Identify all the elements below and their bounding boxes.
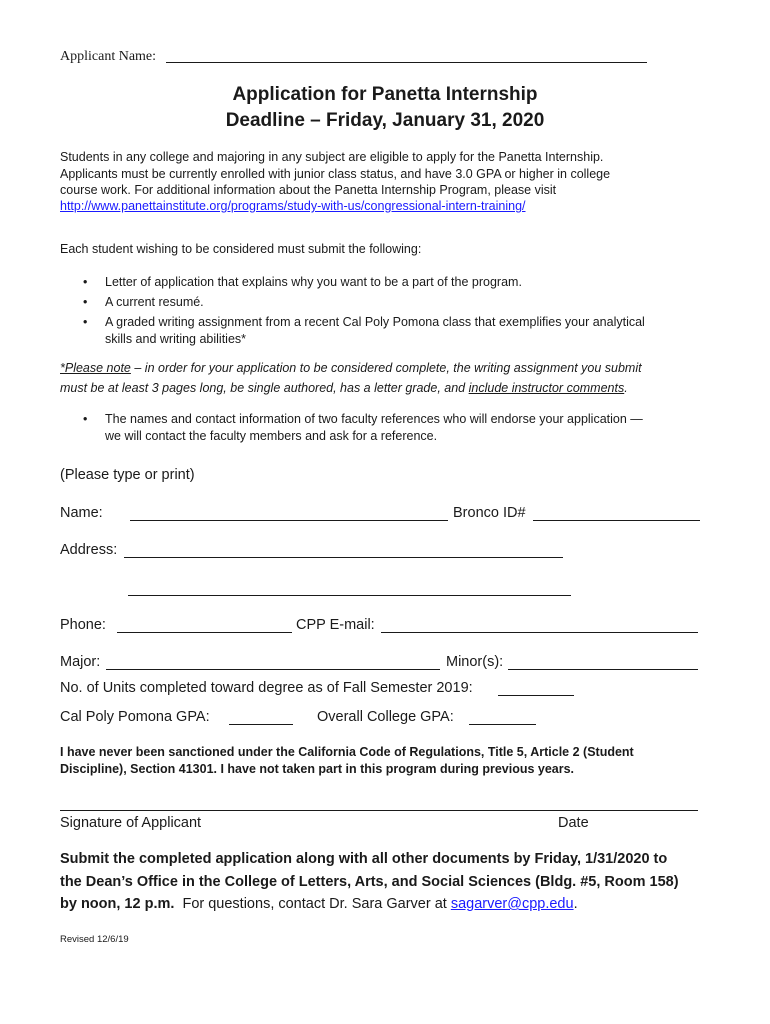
panetta-institute-link[interactable]: http://www.panettainstitute.org/programs/study-with-us/congressional-intern-training/ [60,199,526,213]
signature-field[interactable] [60,810,698,811]
address-field-line-2[interactable] [128,595,571,596]
name-field[interactable] [130,520,448,521]
list-item: • A current resumé. [60,292,645,312]
intro-line-2: Applicants must be currently enrolled with junior class status, and have 3.0 GPA or higher in college [60,167,611,181]
phone-field[interactable] [117,632,292,633]
submission-line-1: Submit the completed application along with all other documents by Friday, 1/31/2020 to [60,851,668,867]
list-item: • Letter of application that explains why you want to be a part of the program. [60,272,645,292]
intro-line-1: Students in any college and majoring in any subject are eligible to apply for the Panetta Internship. [60,150,604,164]
name-label: Name: [60,505,103,521]
references-list [60,409,643,429]
note-emphasis: include instructor comments [468,381,625,395]
cpp-gpa-field[interactable] [229,724,293,725]
bronco-id-label: Bronco ID# [453,505,526,521]
major-field[interactable] [106,669,440,670]
submission-line-3: by noon, 12 p.m. For questions, contact Dr. Sara Garver at sagarver@cpp.edu. [60,896,578,912]
contact-email-link[interactable]: sagarver@cpp.edu [450,896,574,912]
units-label: No. of Units completed toward degree as of Fall Semester 2019: [60,680,473,696]
applicant-name-label: Applicant Name: [60,49,157,64]
cpp-email-field[interactable] [381,632,698,633]
bronco-id-field[interactable] [533,520,700,521]
page-title: Application for Panetta Internship [232,84,538,105]
certification-line-2: Discipline), Section 41301. I have not taken part in this program during previous years. [60,762,575,776]
form-instruction: (Please type or print) [60,467,195,483]
requirements-lead: Each student wishing to be considered must submit the following: [60,242,422,256]
requirements-list [60,272,645,332]
signature-label: Signature of Applicant [60,815,202,831]
applicant-name-field[interactable] [166,62,647,63]
intro-line-3: course work. For additional information about the Panetta Internship Program, please visit [60,183,557,197]
overall-gpa-label: Overall College GPA: [317,709,454,725]
minors-field[interactable] [508,669,698,670]
certification-line-1: I have never been sanctioned under the California Code of Regulations, Title 5, Article 2 (Student [60,745,634,759]
revised-date: Revised 12/6/19 [60,934,129,945]
major-label: Major: [60,654,101,670]
submission-line-2: the Dean’s Office in the College of Letters, Arts, and Social Sciences (Bldg. #5, Room 158) [60,874,679,890]
minors-label: Minor(s): [446,654,504,670]
cpp-gpa-label: Cal Poly Pomona GPA: [60,709,210,725]
phone-label: Phone: [60,617,106,633]
overall-gpa-field[interactable] [469,724,536,725]
deadline-title: Deadline – Friday, January 31, 2020 [225,110,545,131]
requirements-item-continuation: skills and writing abilities* [105,332,247,346]
writing-note-line-2: must be at least 3 pages long, be single authored, has a letter grade, and include instructor comments. [60,381,628,395]
writing-note-line-1: *Please note – in order for your application to be considered complete, the writing assignment you submit [60,361,642,375]
address-field-line-1[interactable] [124,557,563,558]
note-label: *Please note [60,361,131,375]
date-label: Date [558,815,589,831]
list-item: • The names and contact information of two faculty references who will endorse your application — [60,409,643,429]
references-continuation: we will contact the faculty members and ask for a reference. [105,429,438,443]
units-field[interactable] [498,695,574,696]
cpp-email-label: CPP E-mail: [296,617,375,633]
list-item: • A graded writing assignment from a recent Cal Poly Pomona class that exemplifies your analytical [60,312,645,332]
address-label: Address: [60,542,118,558]
submission-deadline-time: by noon, 12 p.m. [60,896,175,912]
